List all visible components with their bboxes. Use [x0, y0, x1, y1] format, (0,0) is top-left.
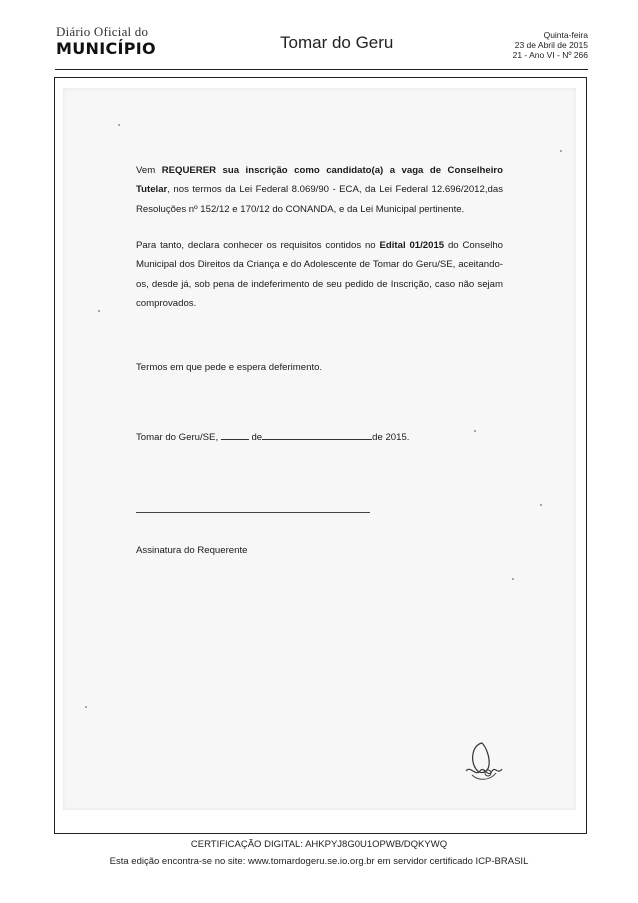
header-rule	[55, 69, 588, 70]
scan-speck	[98, 310, 100, 312]
scan-speck	[540, 504, 542, 506]
month-blank	[262, 430, 372, 440]
scan-speck	[512, 578, 514, 580]
p2-text-bold: Edital 01/2015	[379, 240, 445, 251]
scan-speck	[85, 706, 87, 708]
signature-label: Assinatura do Requerente	[136, 545, 248, 556]
header-weekday: Quinta-feira	[543, 30, 588, 40]
day-blank	[221, 430, 249, 440]
header-date: 23 de Abril de 2015	[514, 40, 588, 50]
certification-code: CERTIFICAÇÃO DIGITAL: AHKPYJ8G0U1OPWB/DQKYWQ	[190, 839, 448, 850]
p2-text-c: do Conselho Municipal dos Direitos da Criança e do Adolescente de Tomar do Geru/SE, aceitando-os, desde já, sob pena de indeferimento de seu pedido de Inscrição, caso não sejam comprovados.	[136, 240, 503, 309]
date-line-place: Tomar do Geru/SE,	[136, 432, 221, 443]
p1-text-c: , nos termos da Lei Federal 8.069/90 - ECA, da Lei Federal 12.696/2012,das Resoluções nº 152/12 e 170/12 do CONANDA, e da Lei Municipal pertinente.	[136, 184, 503, 215]
scan-speck	[118, 124, 120, 126]
date-line	[136, 428, 503, 447]
p1-text-a: Vem	[136, 165, 162, 176]
logo-line-2: MUNICÍPIO	[56, 39, 156, 58]
header-city: Tomar do Geru	[280, 33, 394, 52]
p2-text-a: Para tanto, declara conhecer os requisitos contidos no	[136, 240, 380, 251]
header-edition: 21 - Ano VI - Nº 266	[512, 50, 588, 60]
handwritten-initials-icon	[458, 735, 506, 785]
logo-line-1: Diário Oficial do	[56, 24, 149, 39]
paragraph-closing: Termos em que pede e espera deferimento.	[136, 362, 323, 373]
gazette-logo	[56, 25, 166, 65]
paragraph-request	[136, 161, 503, 219]
site-note: Esta edição encontra-se no site: www.tomardogeru.se.io.org.br em servidor certificado ICP-BRASIL	[109, 856, 529, 867]
header-info	[513, 30, 588, 60]
date-line-de: de	[248, 432, 263, 443]
p1-text-bold: REQUERER sua inscrição como candidato(a) a vaga de Conselheiro Tutelar	[136, 165, 503, 196]
signature-line	[136, 512, 370, 513]
paragraph-declaration	[136, 236, 503, 313]
date-line-year: de 2015.	[372, 432, 410, 443]
scan-speck	[560, 150, 562, 152]
